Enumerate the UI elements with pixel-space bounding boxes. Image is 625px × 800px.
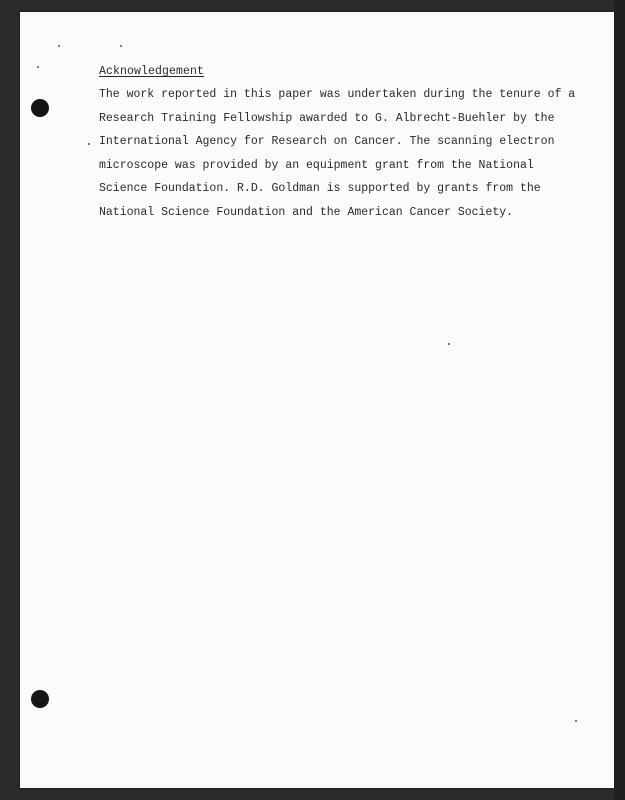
paper-speck bbox=[448, 343, 450, 345]
text-line: National Science Foundation and the American Cancer Society. bbox=[99, 205, 514, 219]
acknowledgement-heading: Acknowledgement bbox=[99, 65, 205, 78]
document-page bbox=[20, 12, 614, 788]
text-line: microscope was provided by an equipment grant from the National bbox=[99, 158, 534, 172]
scanner-frame-edge bbox=[614, 0, 625, 800]
paper-speck bbox=[88, 143, 90, 145]
text-line: International Agency for Research on Cancer. The scanning electron bbox=[99, 135, 555, 148]
paper-speck bbox=[575, 720, 577, 722]
text-line: The work reported in this paper was undertaken during the tenure of a bbox=[99, 88, 576, 101]
text-line: Research Training Fellowship awarded to G. Albrecht-Buehler by the bbox=[99, 111, 555, 125]
paper-speck bbox=[58, 45, 60, 47]
punch-hole-bottom bbox=[31, 690, 49, 708]
punch-hole-top bbox=[31, 99, 49, 117]
paper-speck bbox=[120, 45, 122, 47]
acknowledgement-body bbox=[99, 88, 576, 229]
text-line: Science Foundation. R.D. Goldman is supported by grants from the bbox=[99, 182, 541, 195]
paper-speck bbox=[37, 66, 39, 68]
